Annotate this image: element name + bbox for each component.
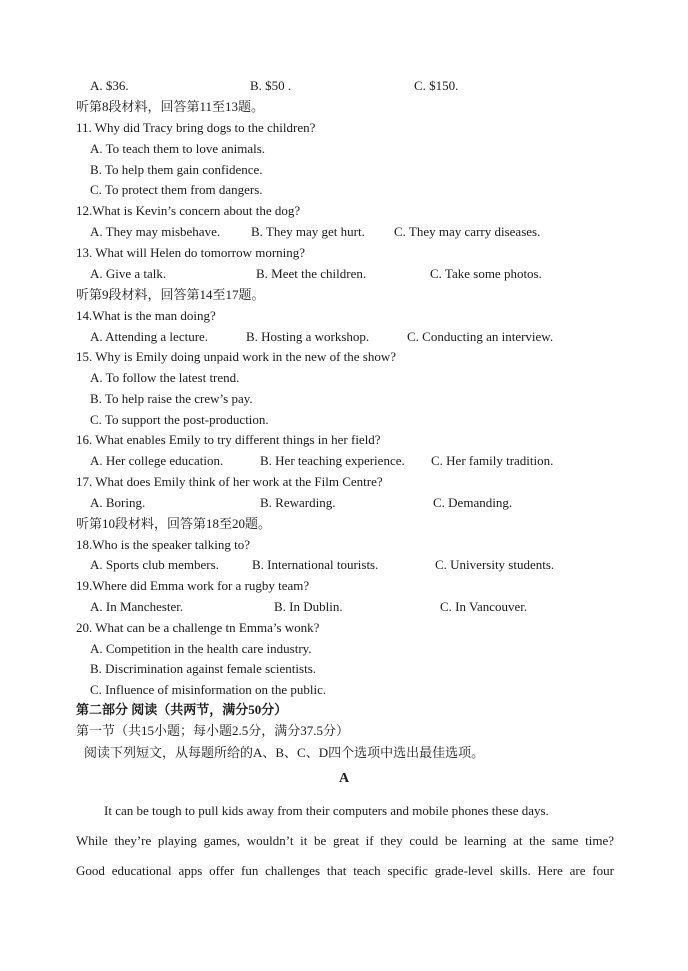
- q10-option-a: A. $36.: [90, 78, 129, 93]
- section-9-header: 听第9段材料，回答第14至17题。: [76, 287, 265, 302]
- passage-line-2: While they’re playing games, wouldn’t it be great if they could be learning at the same time?: [76, 833, 614, 848]
- passage-line-3: Good educational apps offer fun challenges that teach specific grade-level skills. Here are four: [76, 863, 614, 878]
- q19-option-c: C. In Vancouver.: [440, 599, 528, 614]
- q12-option-b: B. They may get hurt.: [251, 224, 365, 239]
- q14-option-b: B. Hosting a workshop.: [246, 329, 370, 344]
- q14-option-c: C. Conducting an interview.: [407, 329, 554, 344]
- q20-stem: 20. What can be a challenge tn Emma’s wonk?: [76, 620, 320, 635]
- q20-option-a: A. Competition in the health care industry.: [90, 641, 312, 656]
- section-10-header: 听第10段材料，回答第18至20题。: [76, 516, 272, 531]
- passage-line-1: It can be tough to pull kids away from their computers and mobile phones these days.: [104, 803, 549, 818]
- q13-option-b: B. Meet the children.: [256, 266, 367, 281]
- q15-stem: 15. Why is Emily doing unpaid work in the new of the show?: [76, 349, 397, 364]
- q17-option-a: A. Boring.: [90, 495, 146, 510]
- q18-option-b: B. International tourists.: [252, 557, 379, 572]
- q19-option-a: A. In Manchester.: [90, 599, 184, 614]
- q12-stem: 12.What is Kevin’s concern about the dog?: [76, 203, 301, 218]
- q15-option-b: B. To help raise the crew’s pay.: [90, 391, 253, 406]
- q11-option-b: B. To help them gain confidence.: [90, 162, 263, 177]
- q15-option-a: A. To follow the latest trend.: [90, 370, 240, 385]
- q13-option-c: C. Take some photos.: [430, 266, 542, 281]
- q16-stem: 16. What enables Emily to try different things in her field?: [76, 432, 381, 447]
- q16-option-a: A. Her college education.: [90, 453, 224, 468]
- q17-option-b: B. Rewarding.: [260, 495, 336, 510]
- q20-option-c: C. Influence of misinformation on the public.: [90, 682, 327, 697]
- q10-option-c: C. $150.: [414, 78, 459, 93]
- q16-option-b: B. Her teaching experience.: [260, 453, 405, 468]
- q18-option-c: C. University students.: [435, 557, 555, 572]
- q13-option-a: A. Give a talk.: [90, 266, 167, 281]
- q14-option-a: A. Attending a lecture.: [90, 329, 209, 344]
- section-1-title: 第一节（共15小题；每小题2.5分，满分37.5分）: [76, 723, 350, 738]
- q20-option-b: B. Discrimination against female scientists.: [90, 661, 317, 676]
- q19-option-b: B. In Dublin.: [274, 599, 343, 614]
- q13-stem: 13. What will Helen do tomorrow morning?: [76, 245, 306, 260]
- q11-option-c: C. To protect them from dangers.: [90, 182, 263, 197]
- instruction-text: 阅读下列短文，从每题所给的A、B、C、D四个选项中选出最佳选项。: [84, 745, 485, 760]
- q17-option-c: C. Demanding.: [433, 495, 513, 510]
- q12-option-a: A. They may misbehave.: [90, 224, 221, 239]
- q18-stem: 18.Who is the speaker talking to?: [76, 537, 251, 552]
- q18-option-a: A. Sports club members.: [90, 557, 219, 572]
- q15-option-c: C. To support the post-production.: [90, 412, 269, 427]
- q11-option-a: A. To teach them to love animals.: [90, 141, 266, 156]
- q17-stem: 17. What does Emily think of her work at the Film Centre?: [76, 474, 383, 489]
- section-8-header: 听第8段材料，回答第11至13题。: [76, 99, 265, 114]
- q19-stem: 19.Where did Emma work for a rugby team?: [76, 578, 310, 593]
- q11-stem: 11. Why did Tracy bring dogs to the children?: [76, 120, 316, 135]
- q14-stem: 14.What is the man doing?: [76, 308, 216, 323]
- passage-label: A: [338, 771, 350, 786]
- q10-option-b: B. $50 .: [250, 78, 292, 93]
- q12-option-c: C. They may carry diseases.: [394, 224, 541, 239]
- part-2-title: 第二部分 阅读（共两节，满分50分）: [76, 702, 288, 717]
- q16-option-c: C. Her family tradition.: [431, 453, 554, 468]
